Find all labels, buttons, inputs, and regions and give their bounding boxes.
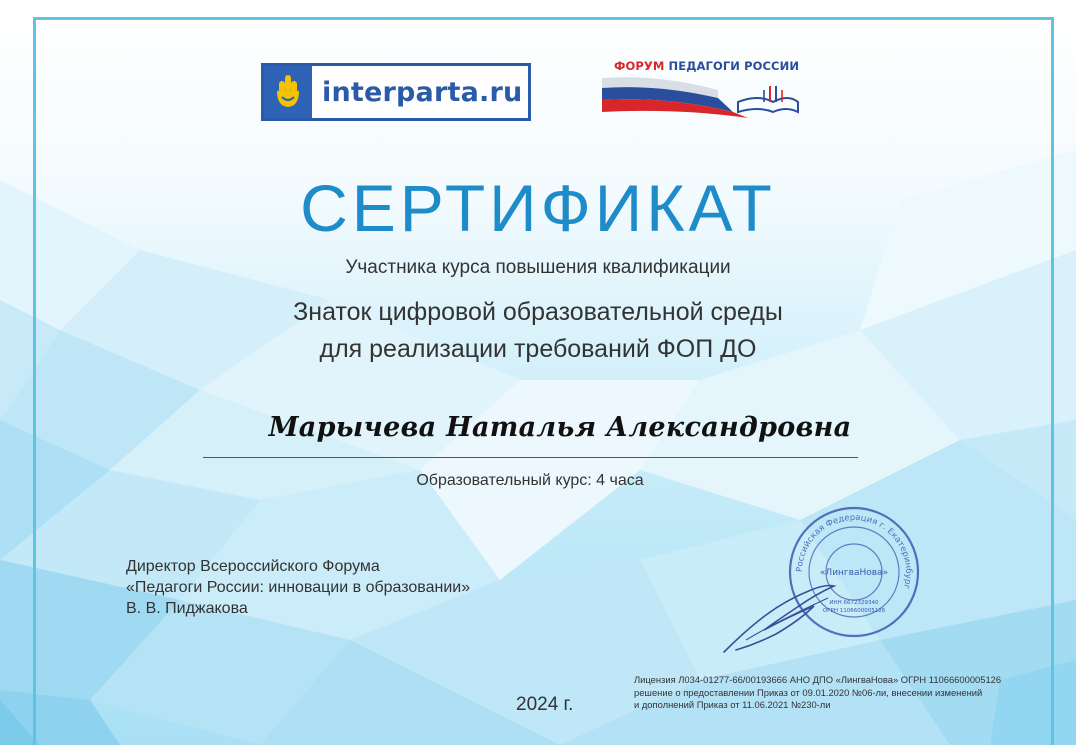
license-line-2: решение о предоставлении Приказ от 09.01.2020 №06-ли, внесении изменений (634, 686, 983, 698)
forum-logo (598, 58, 804, 120)
director-name: В. В. Пиджакова (126, 600, 248, 617)
director-title-line-1: Директор Всероссийского Форума (126, 558, 380, 575)
interparta-brand-text: interparta.ru (322, 76, 523, 108)
certificate-title: СЕРТИФИКАТ (300, 171, 776, 245)
certificate-subtitle: Участника курса повышения квалификации (345, 257, 731, 278)
stamp-ring-text: Российская Федерация г. Екатеринбург (794, 512, 914, 591)
stamp-center-text: «ЛингваНова» (819, 568, 889, 578)
course-title-line-1: Знаток цифровой образовательной среды (293, 298, 783, 326)
interparta-logo (261, 63, 531, 121)
license-line-3: и дополнений Приказ от 11.06.2021 №230-ли (634, 699, 831, 710)
recipient-name: Марычева Наталья Александровна (268, 412, 852, 443)
course-title-line-2: для реализации требований ФОП ДО (319, 335, 757, 363)
director-block (126, 556, 470, 619)
license-line-1: Лицензия Л034-01277-66/00193666 АНО ДПО «ЛингваНова» ОГРН 11066600005126 (634, 674, 1002, 685)
certificate-year: 2024 г. (516, 694, 574, 715)
forum-logo-text-blue: ПЕДАГОГИ РОССИИ (668, 59, 800, 73)
stamp-ogrn-text: ОГРН 1106600005126 (822, 608, 886, 614)
forum-logo-text-red: ФОРУМ (614, 59, 665, 73)
course-hours: Образовательный курс: 4 часа (416, 472, 644, 489)
director-title-line-2: «Педагоги России: инновации в образовании» (126, 579, 471, 596)
director-signature (716, 560, 846, 660)
forum-logo-text (614, 59, 799, 73)
hand-icon (264, 66, 312, 118)
stamp-inn-text: ИНН 6672329340 (829, 600, 879, 606)
flag-book-icon (598, 72, 804, 120)
license-block (634, 674, 1001, 712)
name-underline (203, 457, 858, 458)
